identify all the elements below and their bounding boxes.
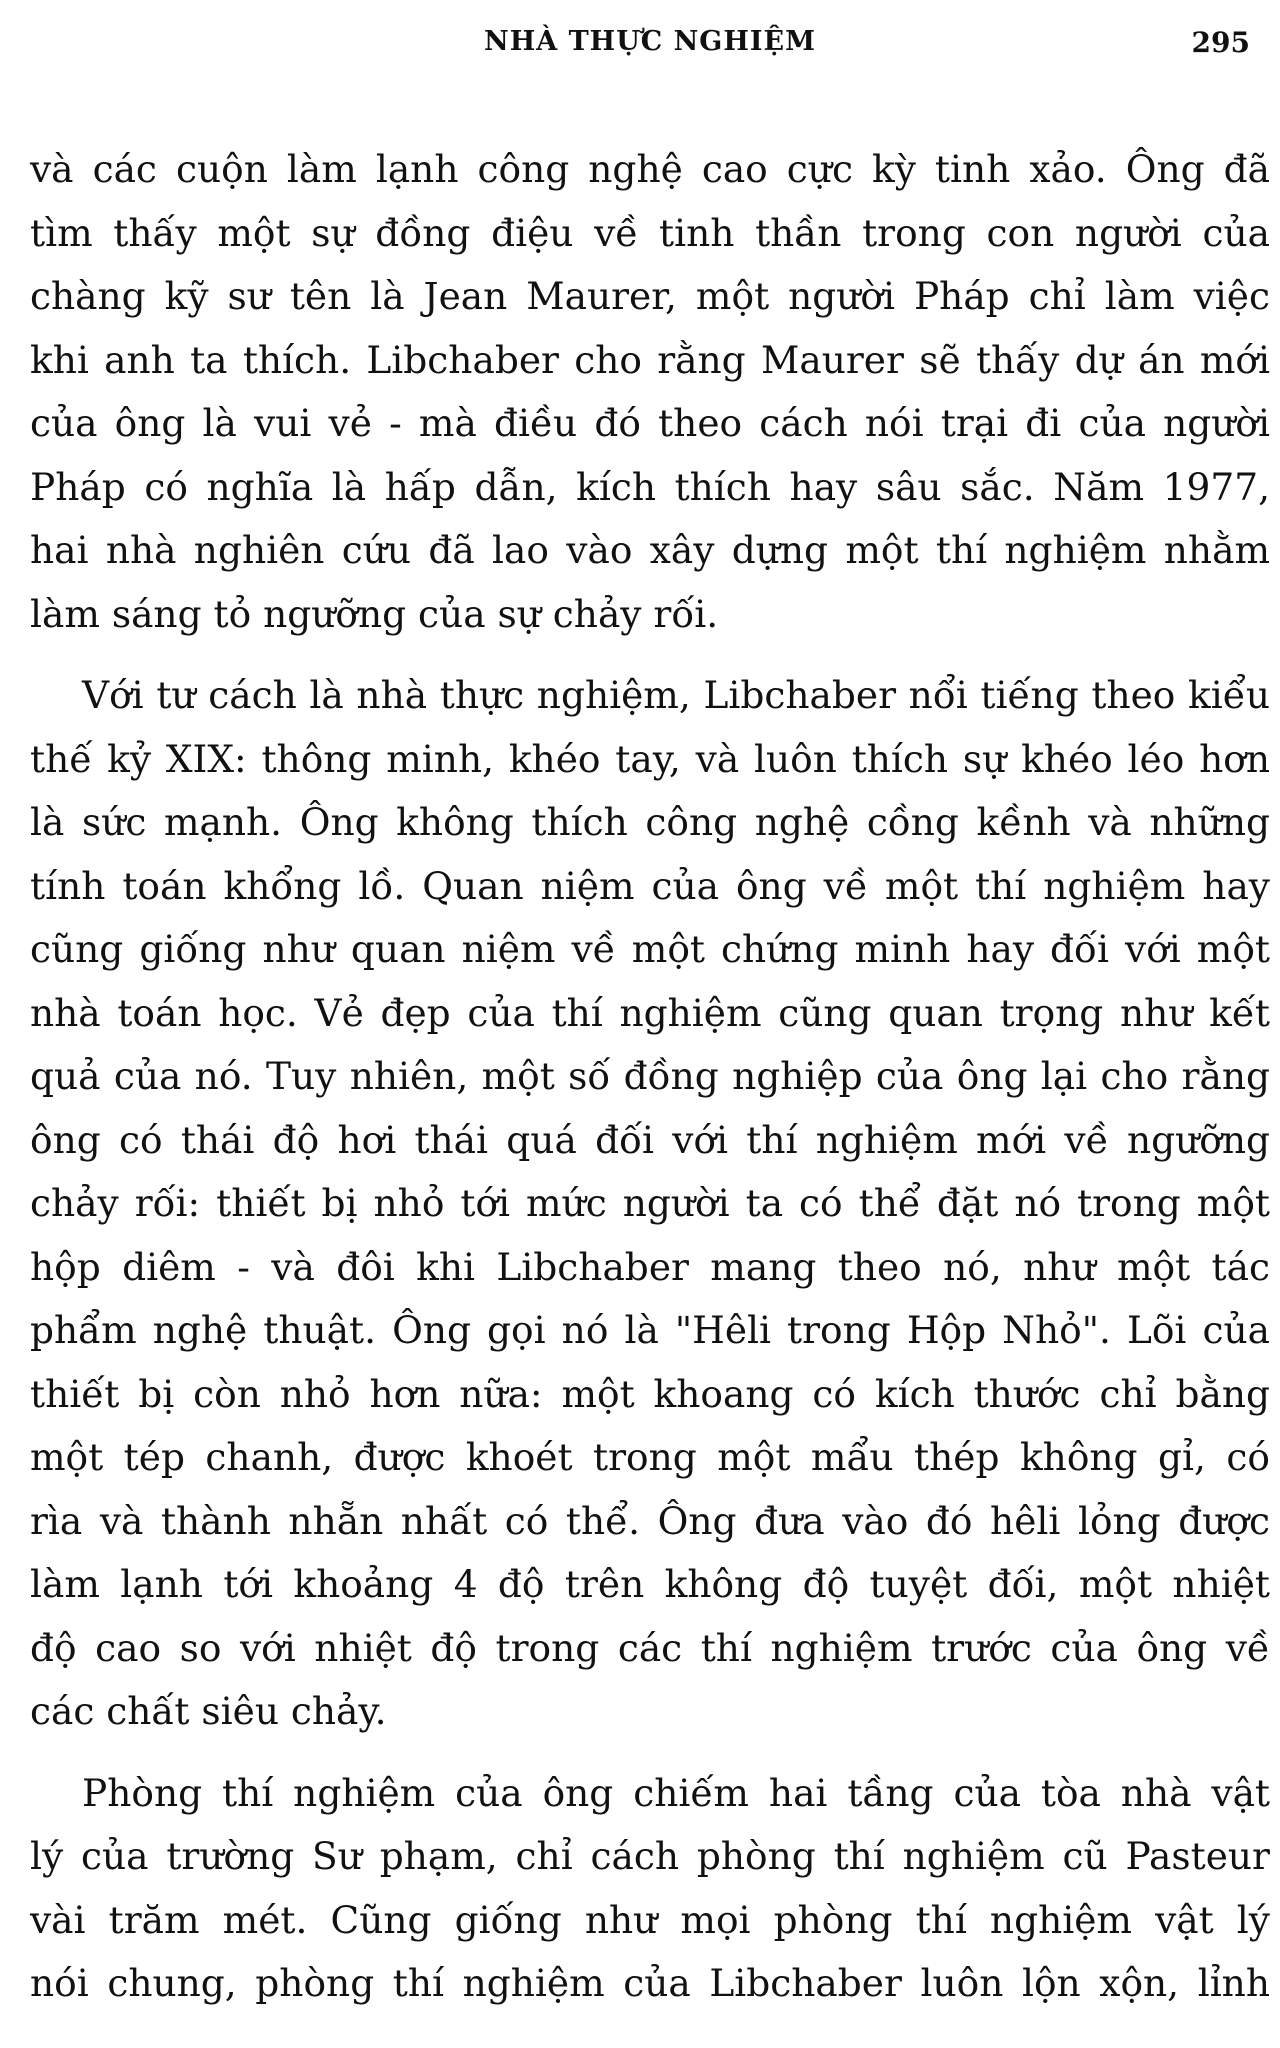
text-line: hộp diêm - và đôi khi Libchaber mang theo nó, như một tác bbox=[30, 1244, 1270, 1289]
text-line: rìa và thành nhẵn nhất có thể. Ông đưa vào đó hêli lỏng được bbox=[30, 1498, 1270, 1543]
text-line: Phòng thí nghiệm của ông chiếm hai tầng của tòa nhà vật bbox=[82, 1770, 1270, 1815]
text-line: vài trăm mét. Cũng giống như mọi phòng thí nghiệm vật lý bbox=[30, 1897, 1270, 1942]
text-line: ông có thái độ hơi thái quá đối với thí nghiệm mới về ngưỡng bbox=[30, 1117, 1270, 1162]
text-line: là sức mạnh. Ông không thích công nghệ cồng kềnh và những bbox=[30, 800, 1270, 844]
text-line: của ông là vui vẻ - mà điều đó theo cách nói trại đi của người bbox=[30, 401, 1270, 445]
text-line: khi anh ta thích. Libchaber cho rằng Maurer sẽ thấy dự án mới bbox=[30, 337, 1270, 382]
text-line: các chất siêu chảy. bbox=[30, 1689, 387, 1733]
text-line: thiết bị còn nhỏ hơn nữa: một khoang có kích thước chỉ bằng bbox=[30, 1371, 1270, 1416]
paragraph-3 bbox=[30, 1762, 1270, 2016]
text-line: chảy rối: thiết bị nhỏ tới mức người ta có thể đặt nó trong một bbox=[30, 1181, 1270, 1225]
running-head: NHÀ THỰC NGHIỆM bbox=[484, 26, 816, 57]
text-line: hai nhà nghiên cứu đã lao vào xây dựng một thí nghiệm nhằm bbox=[30, 528, 1270, 572]
text-line: cũng giống như quan niệm về một chứng minh hay đối với một bbox=[30, 927, 1270, 971]
text-line: nói chung, phòng thí nghiệm của Libchaber luôn lộn xộn, lỉnh bbox=[30, 1961, 1270, 2005]
text-line: độ cao so với nhiệt độ trong các thí nghiệm trước của ông về bbox=[30, 1625, 1270, 1670]
paragraph-2 bbox=[30, 664, 1270, 1744]
text-line: Pháp có nghĩa là hấp dẫn, kích thích hay sâu sắc. Năm 1977, bbox=[30, 464, 1270, 509]
text-line: làm sáng tỏ ngưỡng của sự chảy rối. bbox=[30, 591, 719, 636]
text-line: thế kỷ XIX: thông minh, khéo tay, và luôn thích sự khéo léo hơn bbox=[30, 736, 1270, 781]
text-line: phẩm nghệ thuật. Ông gọi nó là "Hêli trong Hộp Nhỏ". Lõi của bbox=[30, 1308, 1270, 1352]
body-text bbox=[30, 138, 1270, 2034]
paragraph-1 bbox=[30, 138, 1270, 646]
text-line: tính toán khổng lồ. Quan niệm của ông về một thí nghiệm hay bbox=[30, 863, 1270, 908]
text-line: tìm thấy một sự đồng điệu về tinh thần trong con người của bbox=[30, 210, 1270, 255]
text-line: chàng kỹ sư tên là Jean Maurer, một người Pháp chỉ làm việc bbox=[30, 274, 1270, 318]
page-number: 295 bbox=[1191, 26, 1250, 59]
book-page bbox=[30, 0, 1270, 2048]
text-line: nhà toán học. Vẻ đẹp của thí nghiệm cũng quan trọng như kết bbox=[30, 990, 1270, 1035]
text-line: và các cuộn làm lạnh công nghệ cao cực kỳ tinh xảo. Ông đã bbox=[30, 147, 1270, 191]
text-line: làm lạnh tới khoảng 4 độ trên không độ tuyệt đối, một nhiệt bbox=[30, 1562, 1270, 1606]
page-header bbox=[30, 26, 1270, 66]
text-line: Với tư cách là nhà thực nghiệm, Libchaber nổi tiếng theo kiểu bbox=[82, 673, 1270, 717]
text-line: quả của nó. Tuy nhiên, một số đồng nghiệp của ông lại cho rằng bbox=[30, 1054, 1270, 1098]
text-line: lý của trường Sư phạm, chỉ cách phòng thí nghiệm cũ Pasteur bbox=[30, 1834, 1270, 1878]
text-line: một tép chanh, được khoét trong một mẩu thép không gỉ, có bbox=[30, 1435, 1270, 1479]
